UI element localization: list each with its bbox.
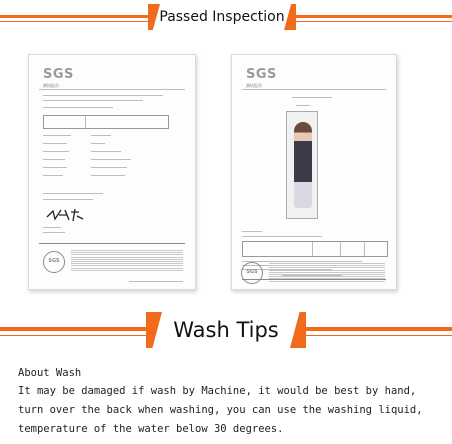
text-line (43, 159, 65, 160)
text-line (43, 193, 103, 194)
text-line (43, 167, 67, 168)
text-line (43, 143, 67, 144)
passed-inspection-banner (0, 4, 452, 30)
fine-print-block (71, 250, 183, 272)
banner-left-wedge (148, 4, 160, 30)
text-line (43, 95, 163, 96)
divider (39, 89, 185, 90)
text-line (43, 135, 71, 136)
fine-print-block (269, 263, 385, 283)
text-line (91, 143, 105, 144)
wash-tip-line: It may be damaged if wash by Machine, it would be best by hand, (18, 385, 417, 397)
banner-left-wedge (146, 312, 162, 348)
handwritten-signature (45, 207, 85, 226)
text-line (43, 232, 65, 233)
text-line (91, 151, 121, 152)
report-2-footer (231, 262, 397, 288)
text-line (242, 231, 262, 232)
sgs-logo: SGS (246, 67, 277, 82)
text-line (91, 159, 131, 160)
wash-tips-text (18, 364, 444, 439)
sgs-report-page-1 (28, 54, 196, 290)
signature-scribble (45, 207, 85, 223)
sgs-seal: SGS (43, 251, 65, 273)
text-line (43, 175, 63, 176)
report-subtitle: 测试报告 (43, 83, 59, 88)
product-photo (286, 111, 318, 219)
text-line (43, 199, 93, 200)
pillow-figure (294, 122, 312, 208)
sgs-logo: SGS (43, 67, 74, 82)
wash-tips-title (152, 312, 300, 348)
text-line (91, 135, 111, 136)
banner-right-wedge (284, 4, 296, 30)
text-line (43, 100, 143, 101)
about-wash-heading: About Wash (18, 367, 82, 379)
report-subtitle: 测试报告 (246, 83, 262, 88)
text-line (43, 107, 113, 108)
text-line (91, 167, 127, 168)
passed-inspection-label: Passed Inspection (159, 9, 285, 25)
text-line (242, 236, 322, 237)
footer-text-line (129, 281, 183, 282)
divider (242, 89, 386, 90)
footer-divider (39, 243, 185, 244)
wash-tips-label: Wash Tips (173, 318, 279, 342)
text-line (43, 227, 61, 228)
text-line (292, 97, 332, 98)
text-line (296, 105, 310, 106)
text-line (91, 175, 125, 176)
passed-inspection-title (152, 4, 292, 30)
sample-table (43, 115, 169, 129)
wash-tips-banner (0, 312, 452, 348)
sgs-report-page-2 (231, 54, 397, 290)
text-line (43, 151, 69, 152)
wash-tip-line: temperature of the water below 30 degrees. (18, 423, 284, 435)
sgs-seal: SGS (241, 262, 263, 284)
banner-right-wedge (290, 312, 306, 348)
test-result-table (242, 241, 388, 257)
wash-tip-line: turn over the back when washing, you can use the washing liquid, (18, 404, 423, 416)
